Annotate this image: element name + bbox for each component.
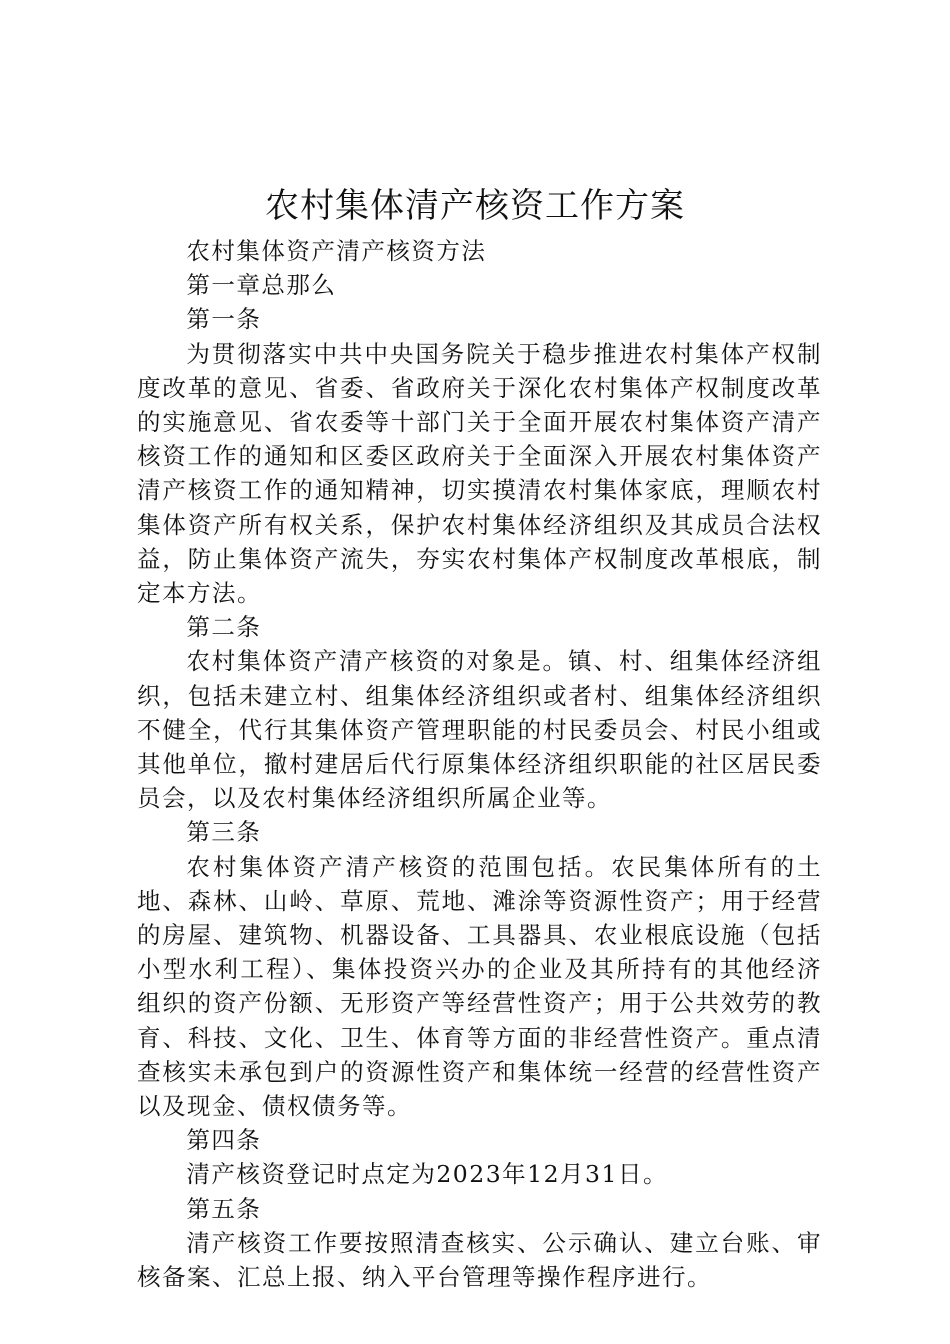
document-title: 农村集体清产核资工作方案 — [265, 186, 685, 226]
article-heading: 第三条 — [186, 818, 262, 847]
article-heading: 第二条 — [186, 613, 262, 642]
chapter-heading: 第一章总那么 — [186, 271, 337, 300]
article-paragraph: 为贯彻落实中共中央国务院关于稳步推进农村集体产权制度改革的意见、省委、省政府关于深化农村集体产权制度改革的实施意见、省农委等十部门关于全面开展农村集体资产清产核资工作的通知和区委区政府关于全面深入开展农村集体资产清产核资工作的通知精神，切实摸清农村集体家底，理顺农村集体资产所有权关系，保护农村集体经济组织及其成员合法权益，防止集体资产流失，夯实农村集体产权制度改革根底，制定本方法。 — [137, 339, 822, 608]
article-heading: 第一条 — [186, 305, 262, 334]
article-paragraph: 清产核资工作要按照清查核实、公示确认、建立台账、审核备案、汇总上报、纳入平台管理等操作程序进行。 — [137, 1228, 822, 1292]
article-paragraph: 农村集体资产清产核资的对象是。镇、村、组集体经济组织，包括未建立村、组集体经济组织或者村、组集体经济组织不健全，代行其集体资产管理职能的村民委员会、村民小组或其他单位，撤村建居后代行原集体经济组织职能的社区居民委员会，以及农村集体经济组织所属企业等。 — [137, 647, 822, 813]
article-paragraph: 清产核资登记时点定为2023年12月31日。 — [186, 1160, 668, 1189]
article-paragraph: 农村集体资产清产核资的范围包括。农民集体所有的土地、森林、山岭、草原、荒地、滩涂等资源性资产；用于经营的房屋、建筑物、机器设备、工具器具、农业根底设施（包括小型水利工程）、集体投资兴办的企业及其所持有的其他经济组织的资产份额、无形资产等经营性资产；用于公共效劳的教育、科技、文化、卫生、体育等方面的非经营性资产。重点清查核实未承包到户的资源性资产和集体统一经营的经营性资产以及现金、债权债务等。 — [137, 852, 822, 1121]
article-heading: 第四条 — [186, 1126, 262, 1155]
article-heading: 第五条 — [186, 1194, 262, 1223]
document-body — [137, 234, 822, 1294]
section-heading: 农村集体资产清产核资方法 — [186, 237, 487, 265]
